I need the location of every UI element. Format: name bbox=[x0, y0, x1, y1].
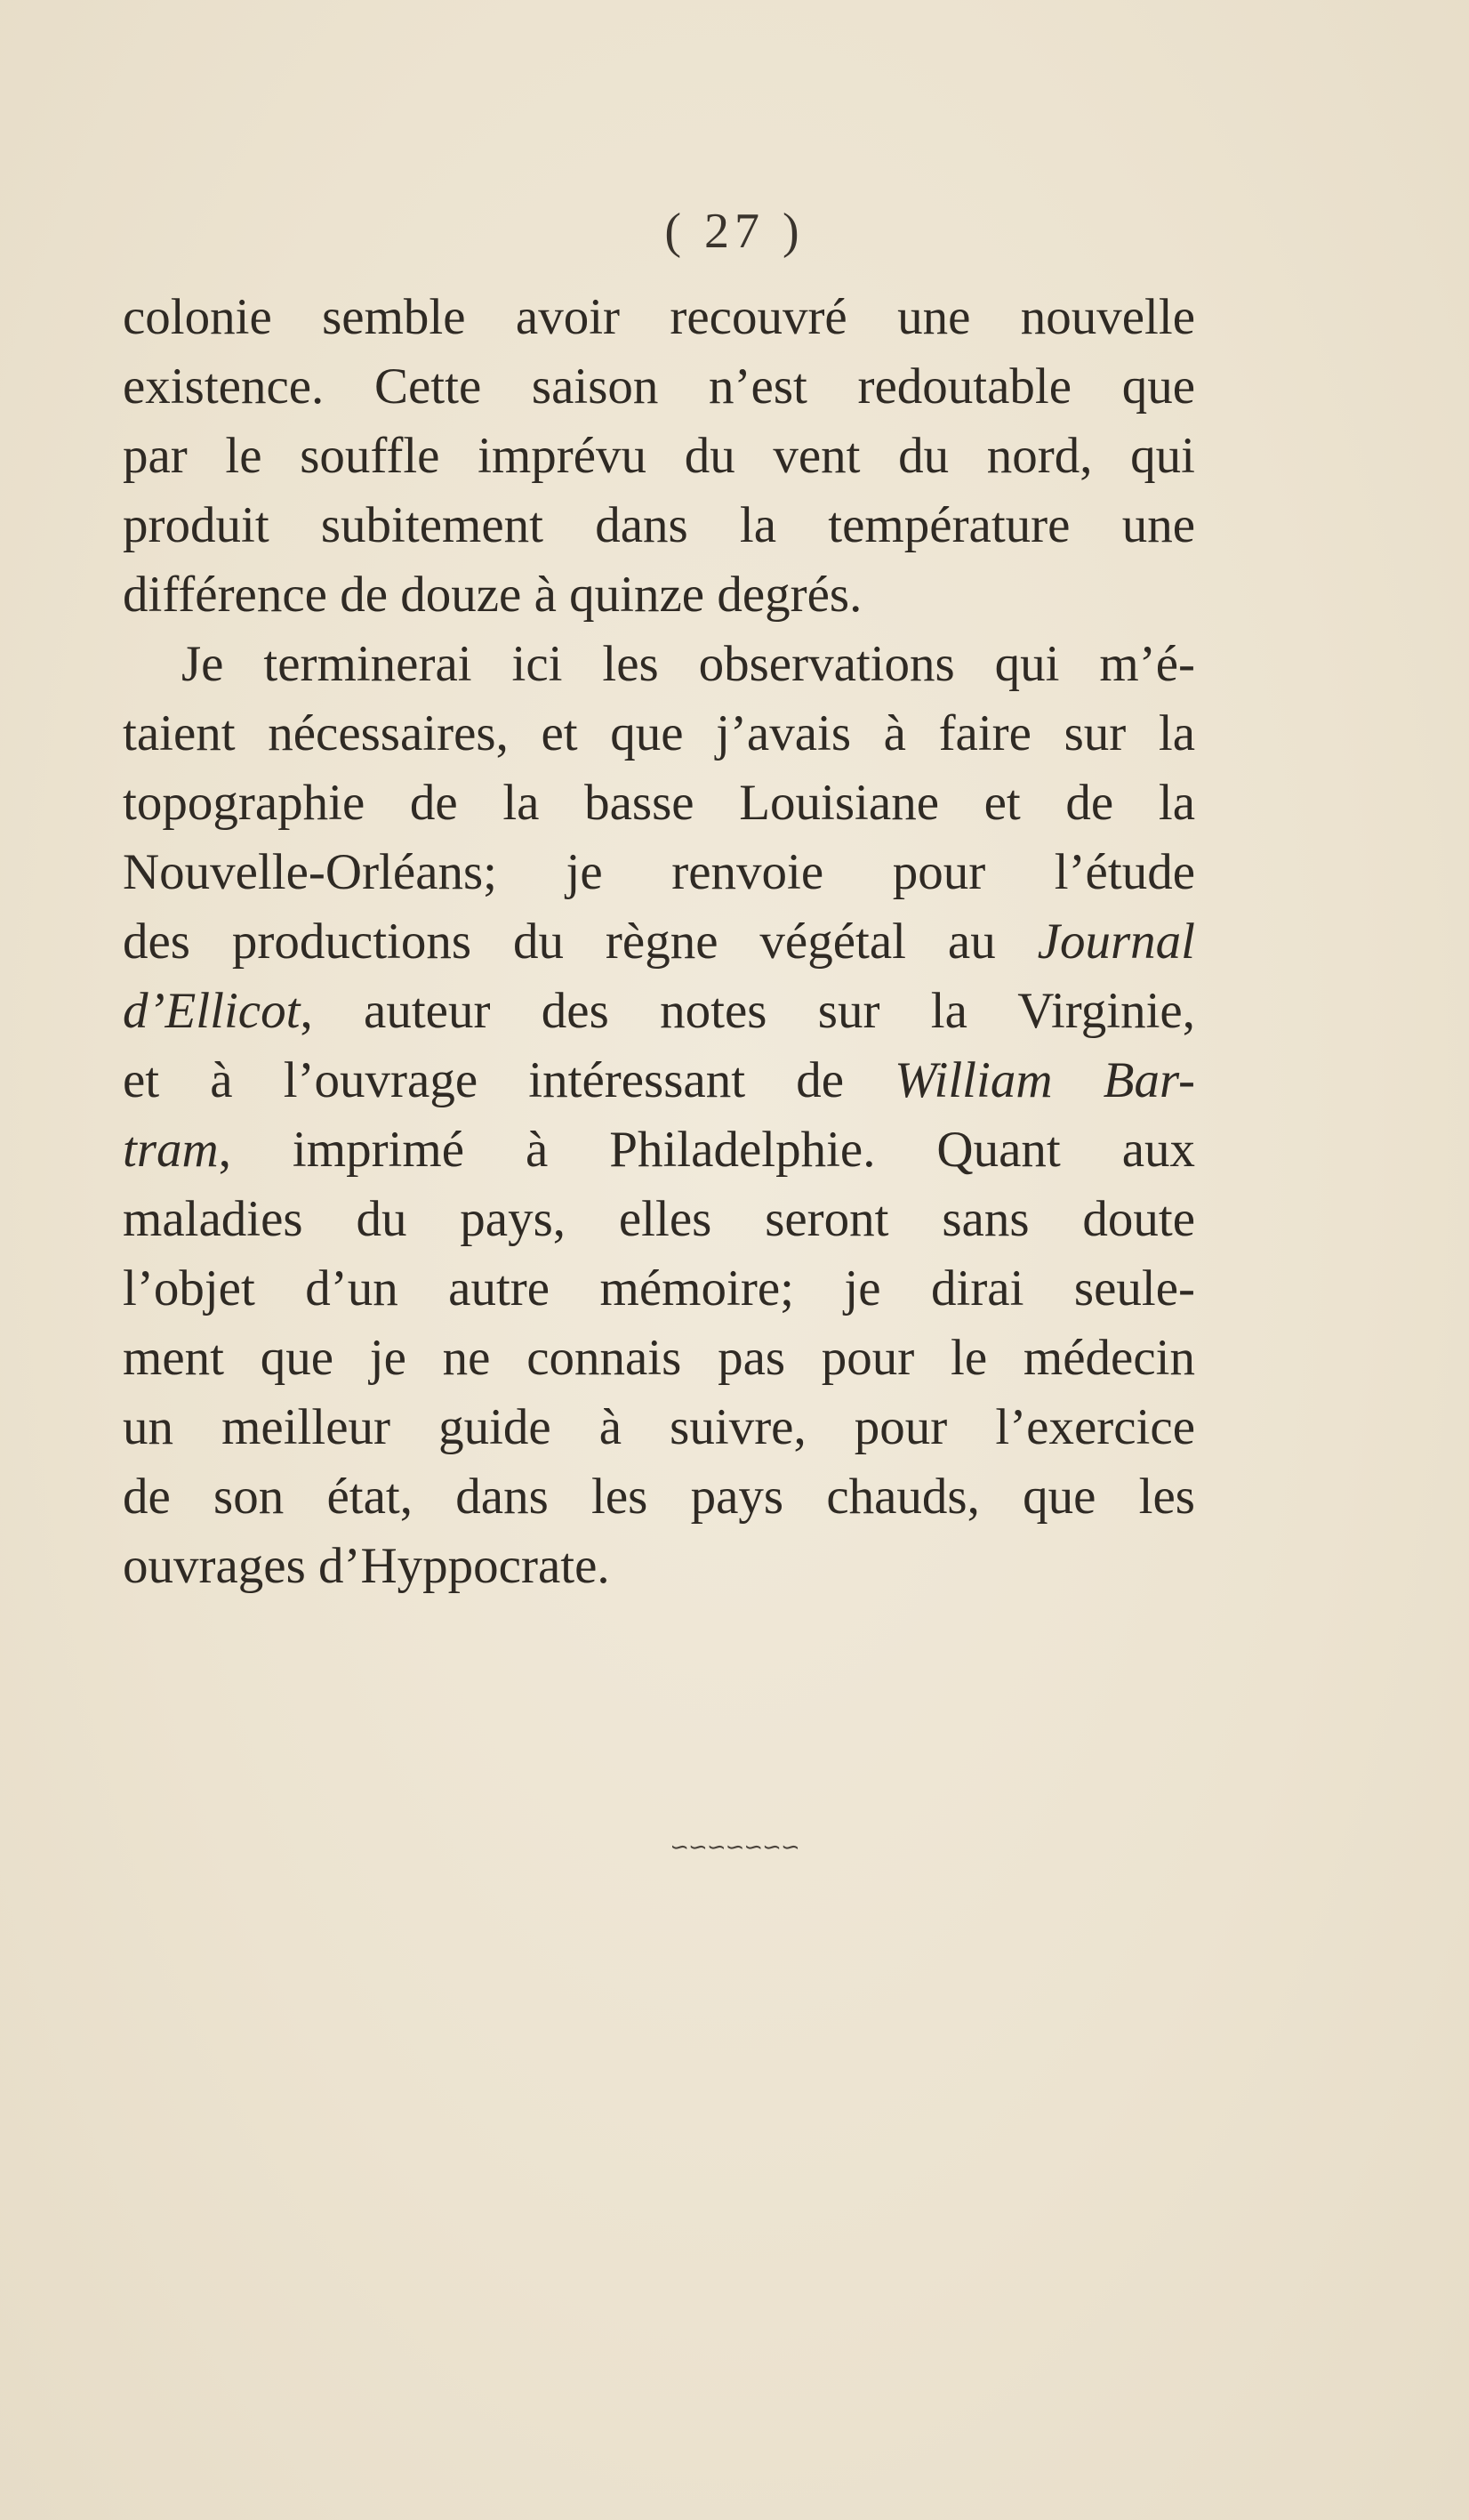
text-line: taient nécessaires, et que j’avais à faire sur la bbox=[123, 705, 1195, 761]
text-line bbox=[123, 907, 1195, 977]
text-line: Nouvelle-Orléans; je renvoie pour l’étude bbox=[123, 844, 1195, 900]
text-line: ouvrages d’Hyppocrate. bbox=[123, 1538, 610, 1594]
italic-name: William Bar- bbox=[895, 1052, 1195, 1108]
text-run: , imprimé à Philadelphie. Quant aux bbox=[218, 1122, 1195, 1178]
text-line: colonie semble avoir recouvré une nouvelle bbox=[123, 289, 1195, 345]
text-run: , auteur des notes sur la Virginie, bbox=[300, 983, 1195, 1039]
italic-name: tram bbox=[123, 1122, 219, 1178]
text-line: topographie de la basse Louisiane et de la bbox=[123, 775, 1195, 831]
text-line: existence. Cette saison n’est redoutable que bbox=[123, 358, 1195, 415]
italic-title: d’Ellicot bbox=[123, 983, 301, 1039]
text-line: par le souffle imprévu du vent du nord, qui bbox=[123, 428, 1195, 484]
text-run: et à l’ouvrage intéressant de bbox=[123, 1052, 895, 1108]
text-line bbox=[123, 977, 1195, 1046]
text-line: un meilleur guide à suivre, pour l’exercice bbox=[123, 1399, 1195, 1455]
text-line: maladies du pays, elles seront sans doute bbox=[123, 1191, 1195, 1247]
text-line bbox=[123, 1115, 1195, 1185]
text-line: de son état, dans les pays chauds, que les bbox=[123, 1469, 1195, 1525]
text-line: ment que je ne connais pas pour le médecin bbox=[123, 1330, 1195, 1386]
text-line: produit subitement dans la température une bbox=[123, 497, 1195, 553]
text-line: l’objet d’un autre mémoire; je dirai seule- bbox=[123, 1260, 1195, 1316]
italic-title: Journal bbox=[1037, 914, 1195, 970]
text-run: des productions du règne végétal au bbox=[123, 914, 1038, 970]
text-line bbox=[123, 1046, 1195, 1115]
text-line: différence de douze à quinze degrés. bbox=[123, 567, 863, 623]
page-number: ( 27 ) bbox=[664, 204, 805, 259]
end-ornament: ∽∽∽∽∽∽∽ bbox=[670, 1834, 799, 1861]
body-text bbox=[123, 283, 1195, 1601]
text-line: Je terminerai ici les observations qui m’é- bbox=[181, 636, 1195, 692]
